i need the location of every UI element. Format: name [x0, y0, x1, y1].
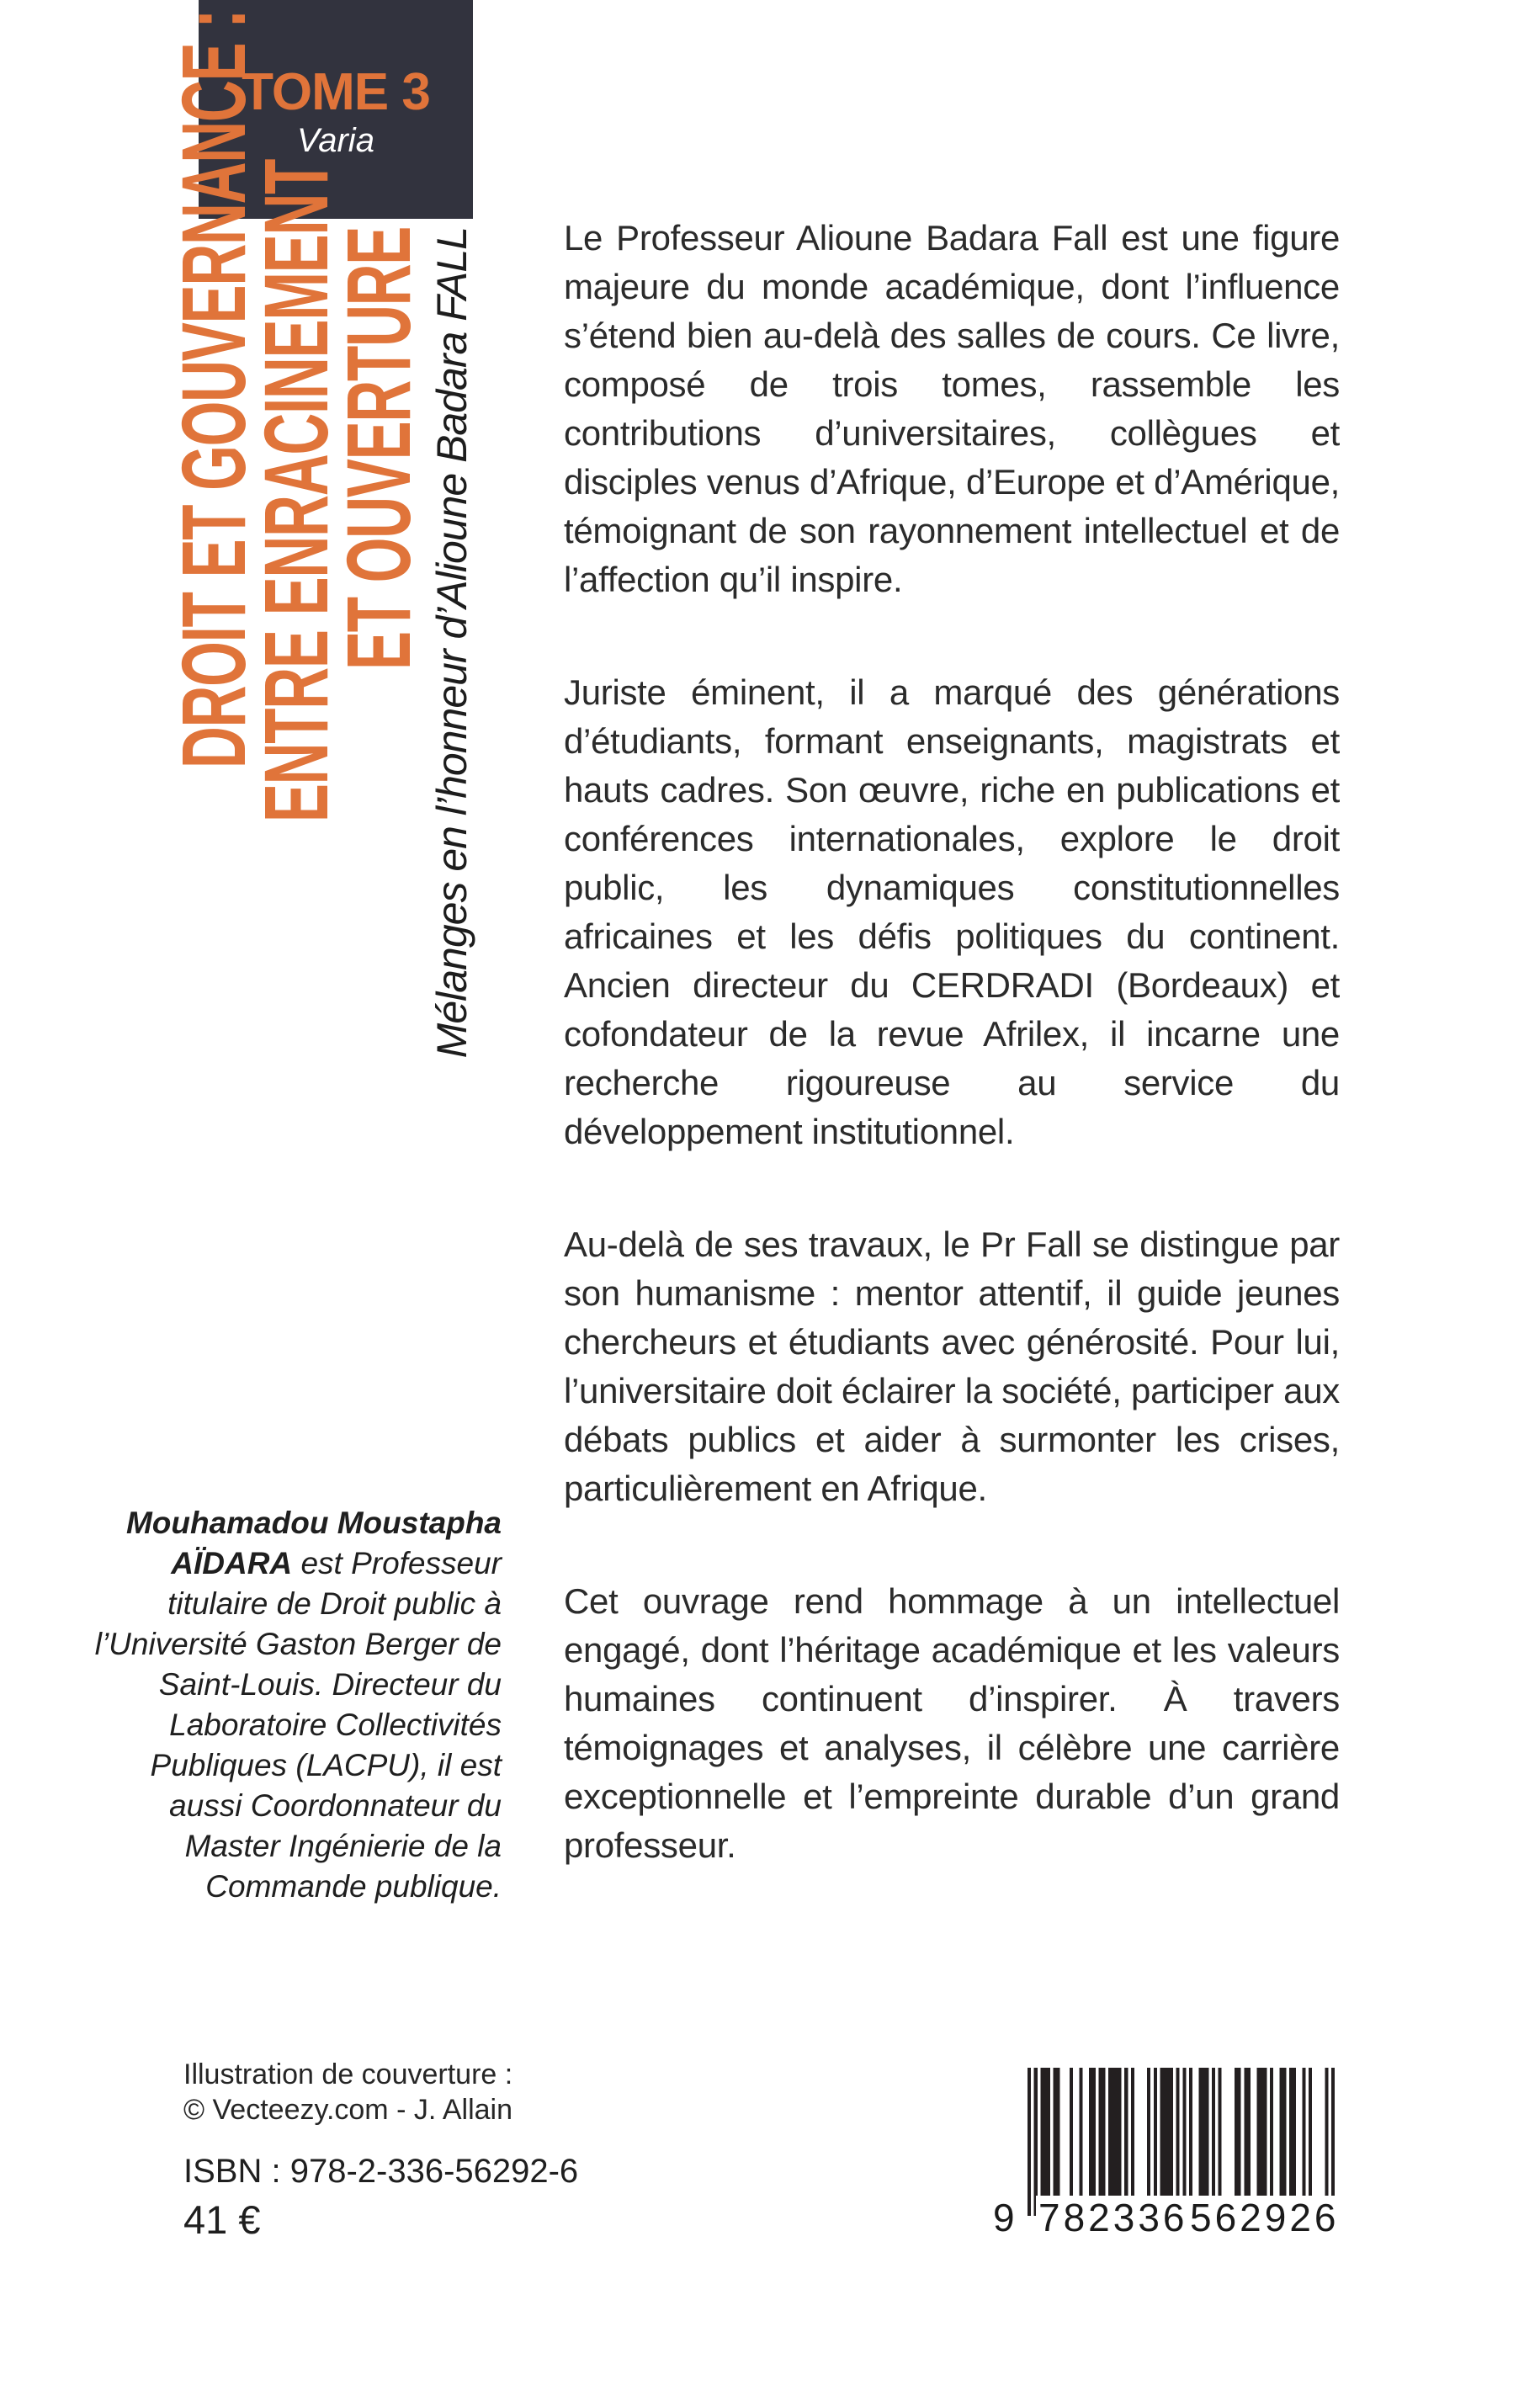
tome-volume-label: Varia	[297, 122, 374, 159]
barcode	[993, 2068, 1340, 2244]
title-line-3-text: ET OUVERTURE	[327, 227, 429, 671]
price-label: 41 €	[183, 2197, 261, 2242]
illustration-credit-line1: Illustration de couverture :	[183, 2058, 513, 2090]
isbn-label: ISBN : 978-2-336-56292-6	[183, 2153, 579, 2190]
title-line-1-text: DROIT ET GOUVERNANCE :	[162, 9, 264, 769]
author-bio	[93, 1503, 502, 1907]
title-line-2	[245, 159, 347, 1195]
synopsis-paragraph-2: Juriste éminent, il a marqué des générations d’étudiants, formant enseignants, magistrats et hauts cadres. Son œuvre, riche en publications et conférences internationales, explore le droit public, les dynamiques constitutionnelles africaines et les défis politiques du continent. Ancien directeur du CERDRADI (Bordeaux) et cofondateur de la revue Afrilex, il incarne une recherche rigoureuse au service du développement institutionnel.	[564, 672, 1340, 1151]
synopsis-paragraph-3: Au-delà de ses travaux, le Pr Fall se distingue par son humanisme : mentor attentif, il guide jeunes chercheurs et étudiants avec générosité. Pour lui, l’universitaire doit éclairer la société, participer aux débats publics et aider à surmonter les crises, particulièrement en Afrique.	[564, 1224, 1340, 1508]
title-line-3	[327, 227, 429, 1195]
synopsis	[564, 214, 1340, 1934]
barcode-digits-left: 782336	[1036, 2196, 1191, 2239]
synopsis-paragraph-4: Cet ouvrage rend hommage à un intellectuel engagé, dont l’héritage académique et les valeurs humaines continuent d’inspirer. À travers témoignages et analyses, il célèbre une carrière exceptionnelle et l’empreinte durable d’un grand professeur.	[564, 1581, 1340, 1865]
barcode-digits-right: 562926	[1187, 2196, 1342, 2239]
illustration-credit-line2: © Vecteezy.com - J. Allain	[183, 2094, 513, 2126]
title-line-1	[162, 9, 264, 1195]
title-subtitle: Mélanges en l’honneur d’Alioune Badara FALL	[428, 227, 475, 1059]
cover-credits	[183, 2057, 512, 2127]
title-line-2-text: ENTRE ENRACINEMENT	[245, 159, 347, 823]
barcode-digit-first: 9	[990, 2196, 1017, 2239]
author-name: Mouhamadou Moustapha AÏDARA	[125, 1506, 502, 1580]
tome-number: TOME 3	[242, 63, 430, 121]
author-bio-text: est Professeur titulaire de Droit public à l’Université Gaston Berger de Saint-Louis. Directeur du Laboratoire Collectivités Publiques (LACPU), il est aussi Coordonnateur du Master Ingénierie de la Commande publique.	[94, 1546, 502, 1904]
synopsis-paragraph-1: Le Professeur Alioune Badara Fall est une figure majeure du monde académique, dont l’influence s’étend bien au-delà des salles de cours. Ce livre, composé de trois tomes, rassemble les contributions d’universitaires, collègues et disciples venus d’Afrique, d’Europe et d’Amérique, témoignant de son rayonnement intellectuel et de l’affection qu’il inspire.	[564, 218, 1340, 599]
